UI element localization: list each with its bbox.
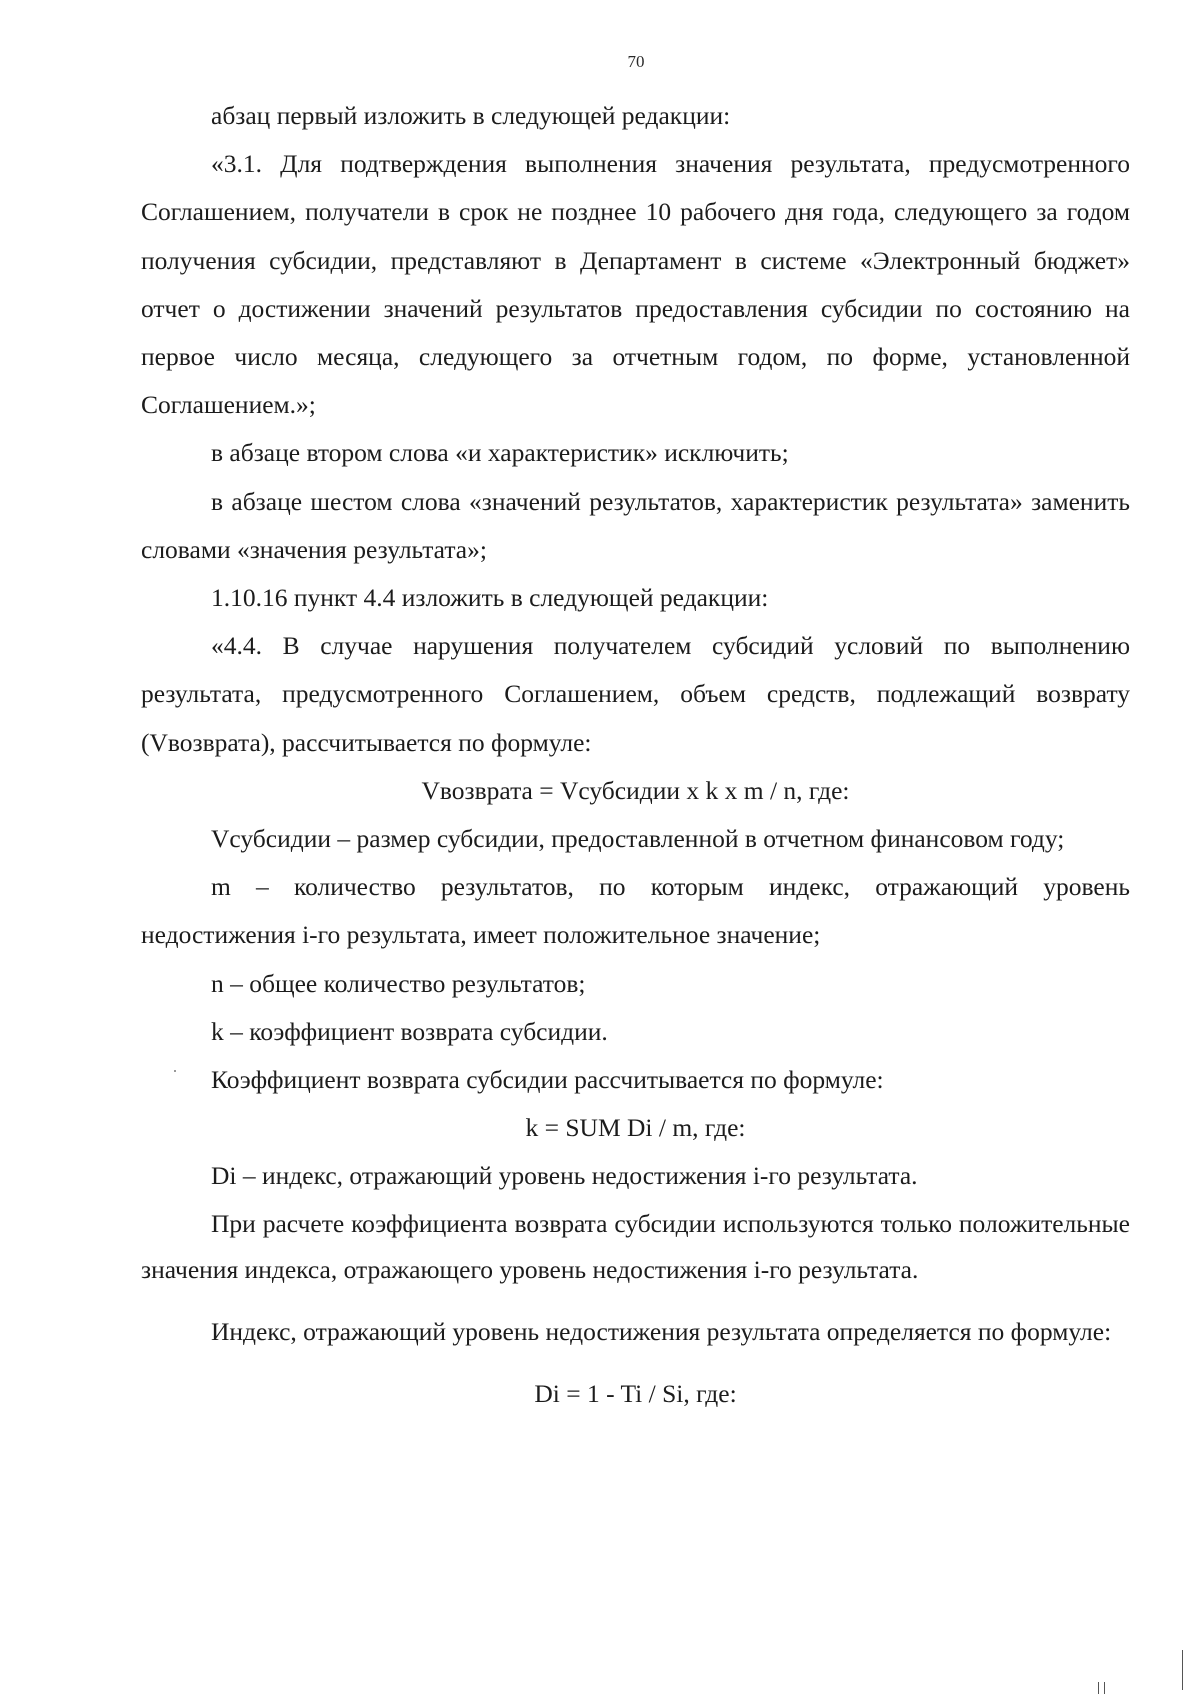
- formula-return-volume: Vвозврата = Vсубсидии x k x m / n, где:: [421, 775, 850, 805]
- paragraph-amend-second: в абзаце втором слова «и характеристик» исключить;: [211, 438, 789, 468]
- definition-m: m – количество результатов, по которым индекс, отражающий уровень недостижения i-го результата, имеет положительное значение;: [141, 872, 1130, 950]
- formula-coefficient: k = SUM Di / m, где:: [525, 1113, 746, 1143]
- paragraph-clause-3-1: «3.1. Для подтверждения выполнения значения результата, предусмотренного Соглашением, получатели в срок не позднее 10 рабочего дня года, следующего за годом получения субсидии, представляют в Департамент в системе «Электронный бюджет» отчет о достижении значений результатов предоставления субсидии по состоянию на первое число месяца, следующего за отчетным годом, по форме, установленной Соглашением.»;: [141, 149, 1130, 420]
- definition-v-subsidy: Vсубсидии – размер субсидии, предоставленной в отчетном финансовом году;: [211, 824, 1065, 854]
- paragraph-clause-4-4: «4.4. В случае нарушения получателем субсидий условий по выполнению результата, предусмотренного Соглашением, объем средств, подлежащий возврату (Vвозврата), рассчитывается по формуле:: [141, 631, 1130, 757]
- spacer: [141, 1294, 1130, 1308]
- scan-artifact: [1104, 1682, 1105, 1694]
- formula-index: Di = 1 - Ti / Si, где:: [534, 1378, 737, 1408]
- scan-artifact: [174, 1070, 176, 1072]
- definition-n: n – общее количество результатов;: [211, 968, 586, 998]
- paragraph-coefficient-intro: Коэффициент возврата субсидии рассчитывается по формуле:: [211, 1065, 884, 1095]
- scan-artifact: [1098, 1682, 1099, 1694]
- paragraph-item-1-10-16: 1.10.16 пункт 4.4 изложить в следующей редакции:: [211, 583, 769, 613]
- paragraph-amend-first: абзац первый изложить в следующей редакции:: [211, 101, 731, 130]
- page-number: 70: [627, 52, 645, 71]
- scan-artifact: [1182, 1650, 1183, 1690]
- paragraph-index-intro: Индекс, отражающий уровень недостижения результата определяется по формуле:: [211, 1316, 1112, 1346]
- document-body: [141, 92, 1130, 1418]
- definition-k: k – коэффициент возврата субсидии.: [211, 1016, 608, 1046]
- paragraph-positive-values: При расчете коэффициента возврата субсидии используются только положительные значения индекса, отражающего уровень недостижения i-го результата.: [141, 1208, 1130, 1285]
- paragraph-amend-sixth: в абзаце шестом слова «значений результатов, характеристик результата» заменить словами «значения результата»;: [141, 486, 1130, 564]
- definition-di: Di – индекс, отражающий уровень недостижения i-го результата.: [211, 1161, 918, 1191]
- spacer: [141, 1356, 1130, 1370]
